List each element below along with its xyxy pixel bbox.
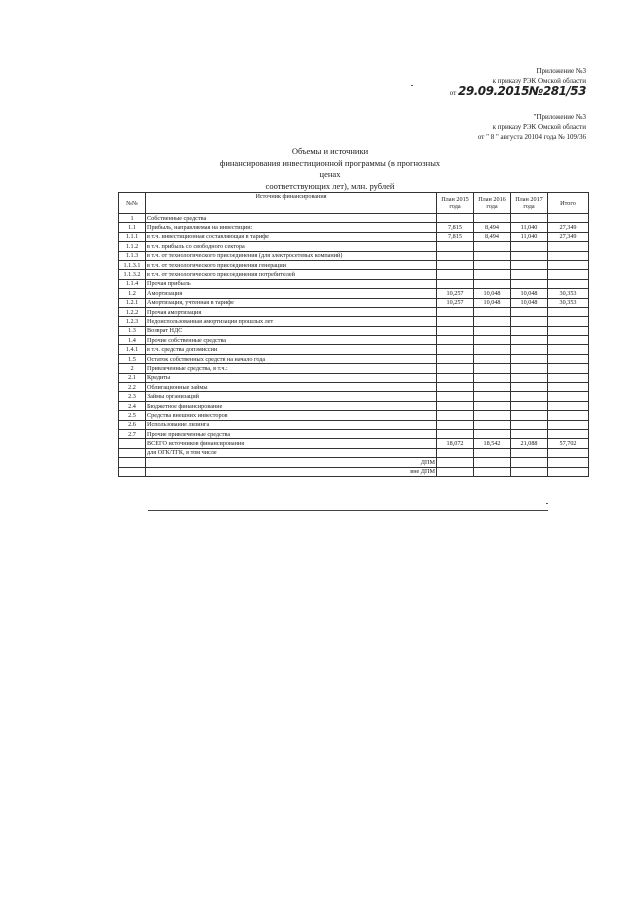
- row-number: 1.1.4: [119, 279, 146, 288]
- row-plan-2017: [511, 336, 548, 345]
- row-source: Прочие привлеченные средства: [146, 429, 437, 438]
- row-plan-2017: [511, 383, 548, 392]
- row-plan-2015: [437, 467, 474, 476]
- row-plan-2017: [511, 251, 548, 260]
- row-total: [548, 345, 589, 354]
- table-row: [119, 429, 589, 438]
- document-title: [210, 146, 450, 192]
- order-date-line: [450, 86, 586, 98]
- row-number: 1.5: [119, 354, 146, 363]
- row-plan-2017: [511, 317, 548, 326]
- row-number: 2: [119, 364, 146, 373]
- row-plan-2017: 10,048: [511, 298, 548, 307]
- header-plan-2016: План 2016 года: [474, 193, 511, 214]
- row-number: 2.1: [119, 373, 146, 382]
- table-row: [119, 279, 589, 288]
- row-plan-2017: [511, 242, 548, 251]
- row-source: Собственные средства: [146, 214, 437, 223]
- row-plan-2017: [511, 260, 548, 269]
- row-plan-2017: [511, 364, 548, 373]
- row-plan-2016: [474, 354, 511, 363]
- row-plan-2016: [474, 214, 511, 223]
- row-plan-2016: [474, 401, 511, 410]
- row-number: 2.6: [119, 420, 146, 429]
- row-plan-2016: 8,494: [474, 232, 511, 241]
- row-source: Привлеченные средства, в т.ч.:: [146, 364, 437, 373]
- order-reference-old: к приказу РЭК Омской области: [492, 123, 586, 131]
- table-row: [119, 467, 589, 476]
- row-plan-2017: [511, 270, 548, 279]
- row-source: Займы организаций: [146, 392, 437, 401]
- row-source: для ОГК/ТГК, в том числе: [146, 448, 437, 457]
- row-total: [548, 448, 589, 457]
- row-number: 1: [119, 214, 146, 223]
- row-plan-2015: [437, 251, 474, 260]
- row-number: [119, 458, 146, 467]
- table-row: [119, 223, 589, 232]
- row-plan-2017: [511, 458, 548, 467]
- row-number: 1.4.1: [119, 345, 146, 354]
- row-number: 1.1.3.1: [119, 260, 146, 269]
- table-row: [119, 354, 589, 363]
- row-number: 1.1.2: [119, 242, 146, 251]
- row-number: 1.2.3: [119, 317, 146, 326]
- row-number: 2.2: [119, 383, 146, 392]
- table-row: [119, 289, 589, 298]
- order-reference: к приказу РЭК Омской области: [492, 77, 586, 85]
- table-row: [119, 317, 589, 326]
- row-number: [119, 467, 146, 476]
- title-line-3: соответствующих лет), млн. рублей: [265, 180, 395, 191]
- row-plan-2015: [437, 345, 474, 354]
- table-row: [119, 373, 589, 382]
- table-row: [119, 298, 589, 307]
- row-source: в т.ч. прибыль со свободного сектора: [146, 242, 437, 251]
- table-row: [119, 270, 589, 279]
- row-plan-2017: [511, 392, 548, 401]
- row-total: [548, 373, 589, 382]
- row-plan-2017: [511, 420, 548, 429]
- row-plan-2015: 10,257: [437, 298, 474, 307]
- row-plan-2016: [474, 392, 511, 401]
- row-source: в т.ч. от технологического присоединения генерации: [146, 260, 437, 269]
- table-row: [119, 401, 589, 410]
- row-plan-2015: [437, 317, 474, 326]
- row-plan-2017: 21,088: [511, 439, 548, 448]
- row-number: 2.4: [119, 401, 146, 410]
- row-plan-2015: [437, 260, 474, 269]
- row-source: Прочая прибыль: [146, 279, 437, 288]
- table-row: [119, 326, 589, 335]
- row-plan-2016: [474, 411, 511, 420]
- row-number: 1.1.1: [119, 232, 146, 241]
- row-plan-2016: 18,542: [474, 439, 511, 448]
- date-prefix: от: [449, 89, 457, 97]
- row-total: [548, 336, 589, 345]
- row-source: вне ДПМ: [146, 467, 437, 476]
- row-total: 27,349: [548, 232, 589, 241]
- table-row: [119, 420, 589, 429]
- row-plan-2015: [437, 214, 474, 223]
- row-plan-2015: [437, 458, 474, 467]
- row-source: Кредиты: [146, 373, 437, 382]
- table-row: [119, 411, 589, 420]
- row-source: Прочая амортизация: [146, 307, 437, 316]
- row-total: [548, 458, 589, 467]
- table-row: [119, 448, 589, 457]
- appendix-header-new: [450, 66, 586, 98]
- row-total: [548, 411, 589, 420]
- row-plan-2016: [474, 429, 511, 438]
- row-number: 1.1.3: [119, 251, 146, 260]
- row-total: [548, 354, 589, 363]
- table-row: [119, 251, 589, 260]
- appendix-label-old: "Приложение №3: [533, 113, 586, 121]
- row-plan-2016: [474, 458, 511, 467]
- row-number: 2.7: [119, 429, 146, 438]
- row-source: Бюджетное финансирование: [146, 401, 437, 410]
- row-total: 30,353: [548, 298, 589, 307]
- table-row: [119, 345, 589, 354]
- row-source: в т.ч. инвестиционная составляющая в тарифе: [146, 232, 437, 241]
- header-plan-2017: План 2017 года: [511, 193, 548, 214]
- row-total: [548, 242, 589, 251]
- title-line-2: финансирования инвестиционной программы (в прогнозных ценах: [219, 157, 441, 179]
- row-plan-2016: [474, 242, 511, 251]
- row-number: 1.2: [119, 289, 146, 298]
- row-plan-2015: [437, 448, 474, 457]
- row-plan-2016: [474, 448, 511, 457]
- order-date-old: от " 8 " августа 20104 года № 109/36: [477, 133, 586, 141]
- header-total: Итого: [548, 193, 589, 214]
- row-plan-2017: [511, 354, 548, 363]
- row-source: Амортизация, учтенная в тарифе: [146, 298, 437, 307]
- row-plan-2015: [437, 429, 474, 438]
- row-plan-2017: 11,040: [511, 223, 548, 232]
- row-total: [548, 326, 589, 335]
- row-plan-2015: [437, 411, 474, 420]
- row-plan-2015: [437, 401, 474, 410]
- row-source: Остаток собственных средств на начало года: [146, 354, 437, 363]
- row-source: Облигационные займы: [146, 383, 437, 392]
- table-row: [119, 260, 589, 269]
- row-plan-2015: [437, 336, 474, 345]
- title-line-1: Объемы и источники: [291, 146, 369, 156]
- row-plan-2016: [474, 270, 511, 279]
- row-plan-2015: [437, 354, 474, 363]
- row-plan-2016: [474, 373, 511, 382]
- row-plan-2015: [437, 373, 474, 382]
- table-row: [119, 232, 589, 241]
- header-plan-2015: План 2015 года: [437, 193, 474, 214]
- row-number: 1.2.2: [119, 307, 146, 316]
- table-row: [119, 242, 589, 251]
- row-total: 30,353: [548, 289, 589, 298]
- row-plan-2015: [437, 270, 474, 279]
- row-plan-2016: [474, 317, 511, 326]
- row-number: [119, 448, 146, 457]
- table-row: [119, 364, 589, 373]
- table-row: [119, 307, 589, 316]
- row-plan-2015: [437, 420, 474, 429]
- row-plan-2017: [511, 401, 548, 410]
- table-header-row: [119, 193, 589, 214]
- row-total: [548, 251, 589, 260]
- row-plan-2015: [437, 326, 474, 335]
- header-source: Источник финансирования: [146, 193, 437, 214]
- table-row: [119, 383, 589, 392]
- row-total: [548, 392, 589, 401]
- row-number: 1.1: [119, 223, 146, 232]
- row-plan-2015: [437, 364, 474, 373]
- row-total: [548, 429, 589, 438]
- handwritten-number: 281/53: [542, 84, 586, 98]
- row-source: в т.ч. средства допэмиссии: [146, 345, 437, 354]
- row-plan-2017: [511, 345, 548, 354]
- row-plan-2016: [474, 345, 511, 354]
- row-source: в т.ч. от технологического присоединения (для электросетевых компаний): [146, 251, 437, 260]
- row-plan-2017: [511, 214, 548, 223]
- table-row: [119, 439, 589, 448]
- row-total: [548, 467, 589, 476]
- row-plan-2016: [474, 336, 511, 345]
- row-plan-2015: 7,815: [437, 223, 474, 232]
- row-plan-2015: [437, 242, 474, 251]
- row-plan-2017: [511, 279, 548, 288]
- row-total: [548, 270, 589, 279]
- row-plan-2016: [474, 383, 511, 392]
- row-plan-2017: [511, 448, 548, 457]
- row-source: ВСЕГО источников финансирования: [146, 439, 437, 448]
- scan-speck: [546, 503, 548, 504]
- row-plan-2015: [437, 279, 474, 288]
- row-plan-2016: 8,494: [474, 223, 511, 232]
- row-plan-2017: [511, 307, 548, 316]
- header-number: №№: [119, 193, 146, 214]
- row-source: Прибыль, направляемая на инвестиции:: [146, 223, 437, 232]
- table-row: [119, 392, 589, 401]
- financing-table: [118, 192, 589, 477]
- row-source: Использование лизинга: [146, 420, 437, 429]
- table-row: [119, 458, 589, 467]
- row-total: 27,349: [548, 223, 589, 232]
- row-plan-2016: [474, 420, 511, 429]
- table-body: [119, 214, 589, 477]
- scan-speck: [411, 85, 413, 86]
- appendix-label: Приложение №3: [536, 67, 586, 75]
- handwritten-date: 29.09.2015: [458, 84, 529, 98]
- row-plan-2017: 10,048: [511, 289, 548, 298]
- row-total: [548, 383, 589, 392]
- row-source: Недоиспользованная амортизация прошлых лет: [146, 317, 437, 326]
- row-plan-2016: [474, 364, 511, 373]
- row-plan-2015: [437, 307, 474, 316]
- row-number: [119, 439, 146, 448]
- row-plan-2015: 18,072: [437, 439, 474, 448]
- row-plan-2015: 10,257: [437, 289, 474, 298]
- row-number: 1.1.3.2: [119, 270, 146, 279]
- row-number: 1.3: [119, 326, 146, 335]
- table-row: [119, 214, 589, 223]
- row-plan-2017: [511, 429, 548, 438]
- row-number: 2.5: [119, 411, 146, 420]
- row-total: [548, 307, 589, 316]
- number-prefix: №: [528, 84, 543, 98]
- row-source: в т.ч. от технологического присоединения потребителей: [146, 270, 437, 279]
- row-plan-2017: [511, 373, 548, 382]
- row-number: 2.3: [119, 392, 146, 401]
- row-total: [548, 401, 589, 410]
- row-plan-2017: [511, 411, 548, 420]
- row-source: Возврат НДС: [146, 326, 437, 335]
- row-number: 1.2.1: [119, 298, 146, 307]
- row-source: ДПМ: [146, 458, 437, 467]
- row-total: 57,702: [548, 439, 589, 448]
- row-plan-2017: 11,040: [511, 232, 548, 241]
- row-source: Амортизация: [146, 289, 437, 298]
- row-total: [548, 420, 589, 429]
- row-plan-2016: [474, 307, 511, 316]
- row-total: [548, 317, 589, 326]
- row-plan-2017: [511, 326, 548, 335]
- row-plan-2016: [474, 260, 511, 269]
- appendix-header-old: [478, 112, 586, 142]
- row-plan-2016: [474, 467, 511, 476]
- row-plan-2016: [474, 251, 511, 260]
- row-plan-2015: [437, 392, 474, 401]
- row-plan-2016: 10,048: [474, 289, 511, 298]
- row-total: [548, 260, 589, 269]
- row-plan-2015: 7,815: [437, 232, 474, 241]
- row-plan-2016: 10,048: [474, 298, 511, 307]
- row-source: Прочие собственные средства: [146, 336, 437, 345]
- row-plan-2017: [511, 467, 548, 476]
- row-plan-2016: [474, 279, 511, 288]
- bottom-rule: [148, 510, 548, 511]
- row-total: [548, 364, 589, 373]
- row-total: [548, 279, 589, 288]
- row-plan-2015: [437, 383, 474, 392]
- row-plan-2016: [474, 326, 511, 335]
- row-number: 1.4: [119, 336, 146, 345]
- row-total: [548, 214, 589, 223]
- table-row: [119, 336, 589, 345]
- row-source: Средства внешних инвесторов: [146, 411, 437, 420]
